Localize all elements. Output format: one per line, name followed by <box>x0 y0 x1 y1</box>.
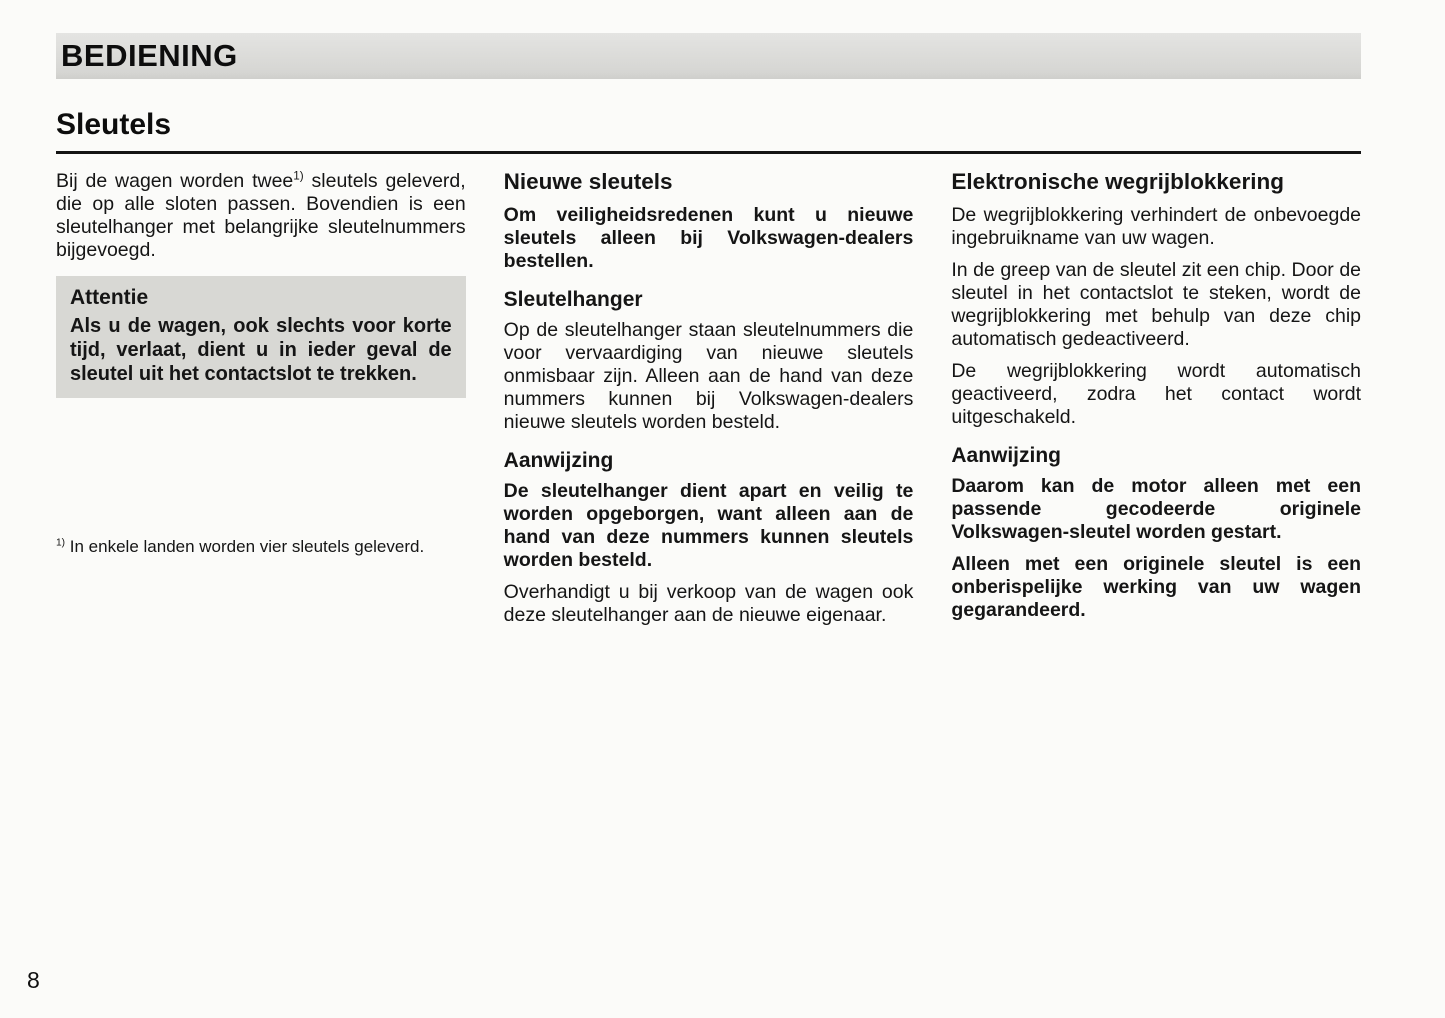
heading-immobilizer: Elektronische wegrijblokkering <box>951 169 1284 194</box>
heading-aanwijzing-middle: Aanwijzing <box>503 448 614 472</box>
heading-sleutelhanger: Sleutelhanger <box>503 287 643 311</box>
attention-body: Als u de wagen, ook slechts voor korte tijd, verlaat, dient u in ieder geval de sleutel uit het contactslot te trekken. <box>70 315 452 385</box>
attention-box <box>56 276 466 398</box>
column-left <box>56 170 466 567</box>
three-column-layout <box>56 170 1361 636</box>
column-middle <box>504 170 914 636</box>
section-divider-rule <box>56 151 1361 154</box>
footnote-text: In enkele landen worden vier sleutels geleverd. <box>65 537 425 556</box>
paragraph-keytag-numbers: Op de sleutelhanger staan sleutelnummers die voor vervaardiging van nieuwe sleutels onmisbaar zijn. Alleen aan de hand van deze nummers kunnen bij Volkswagen-dealers nieuwe sleutels worden besteld. <box>503 318 914 433</box>
footnote-reference-mark: 1) <box>293 169 304 183</box>
chapter-header-band <box>56 33 1361 79</box>
paragraph-coded-key-required: Daarom kan de motor alleen met een passende gecodeerde originele Volkswagen-sleutel worden gestart. <box>951 474 1362 543</box>
column-right <box>951 170 1361 631</box>
heading-nieuwe-sleutels: Nieuwe sleutels <box>503 169 673 194</box>
paragraph-auto-activation: De wegrijblokkering wordt automatisch geactiveerd, zodra het contact wordt uitgeschakeld. <box>951 359 1362 428</box>
heading-aanwijzing-right: Aanwijzing <box>951 443 1062 467</box>
paragraph-original-key-guarantee: Alleen met een originele sleutel is een onberispelijke werking van uw wagen gegarandeerd. <box>951 552 1362 621</box>
page-number: 8 <box>27 967 40 993</box>
paragraph-chip-deactivation: In de greep van de sleutel zit een chip. Door de sleutel in het contactslot te steken, wordt de wegrijblokkering met behulp van deze chip automatisch gedeactiveerd. <box>951 258 1362 350</box>
paragraph-hand-over-keytag: Overhandigt u bij verkoop van de wagen ook deze sleutelhanger aan de nieuwe eigenaar. <box>503 580 914 626</box>
chapter-title: BEDIENING <box>61 38 238 73</box>
page-content <box>56 108 1361 636</box>
intro-text-before-ref: Bij de wagen worden twee <box>56 170 294 192</box>
paragraph-store-keytag: De sleutelhanger dient apart en veilig te worden opgeborgen, want alleen aan de hand van deze nummers kunnen sleutels worden besteld. <box>503 479 914 571</box>
paragraph-immobilizer-purpose: De wegrijblokkering verhindert de onbevoegde ingebruikname van uw wagen. <box>951 203 1362 249</box>
footnote <box>56 536 466 558</box>
section-title: Sleutels <box>56 108 172 141</box>
intro-text-after-ref: sleutels geleverd, die op alle sloten passen. Bovendien is een sleutelhanger met belangrijke sleutelnummers bijgevoegd. <box>56 170 466 261</box>
paragraph-order-new-keys: Om veiligheidsredenen kunt u nieuwe sleutels alleen bij Volkswagen-dealers bestellen. <box>503 203 914 272</box>
attention-title: Attentie <box>70 286 149 309</box>
footnote-marker: 1) <box>56 537 66 549</box>
intro-paragraph <box>56 170 466 262</box>
